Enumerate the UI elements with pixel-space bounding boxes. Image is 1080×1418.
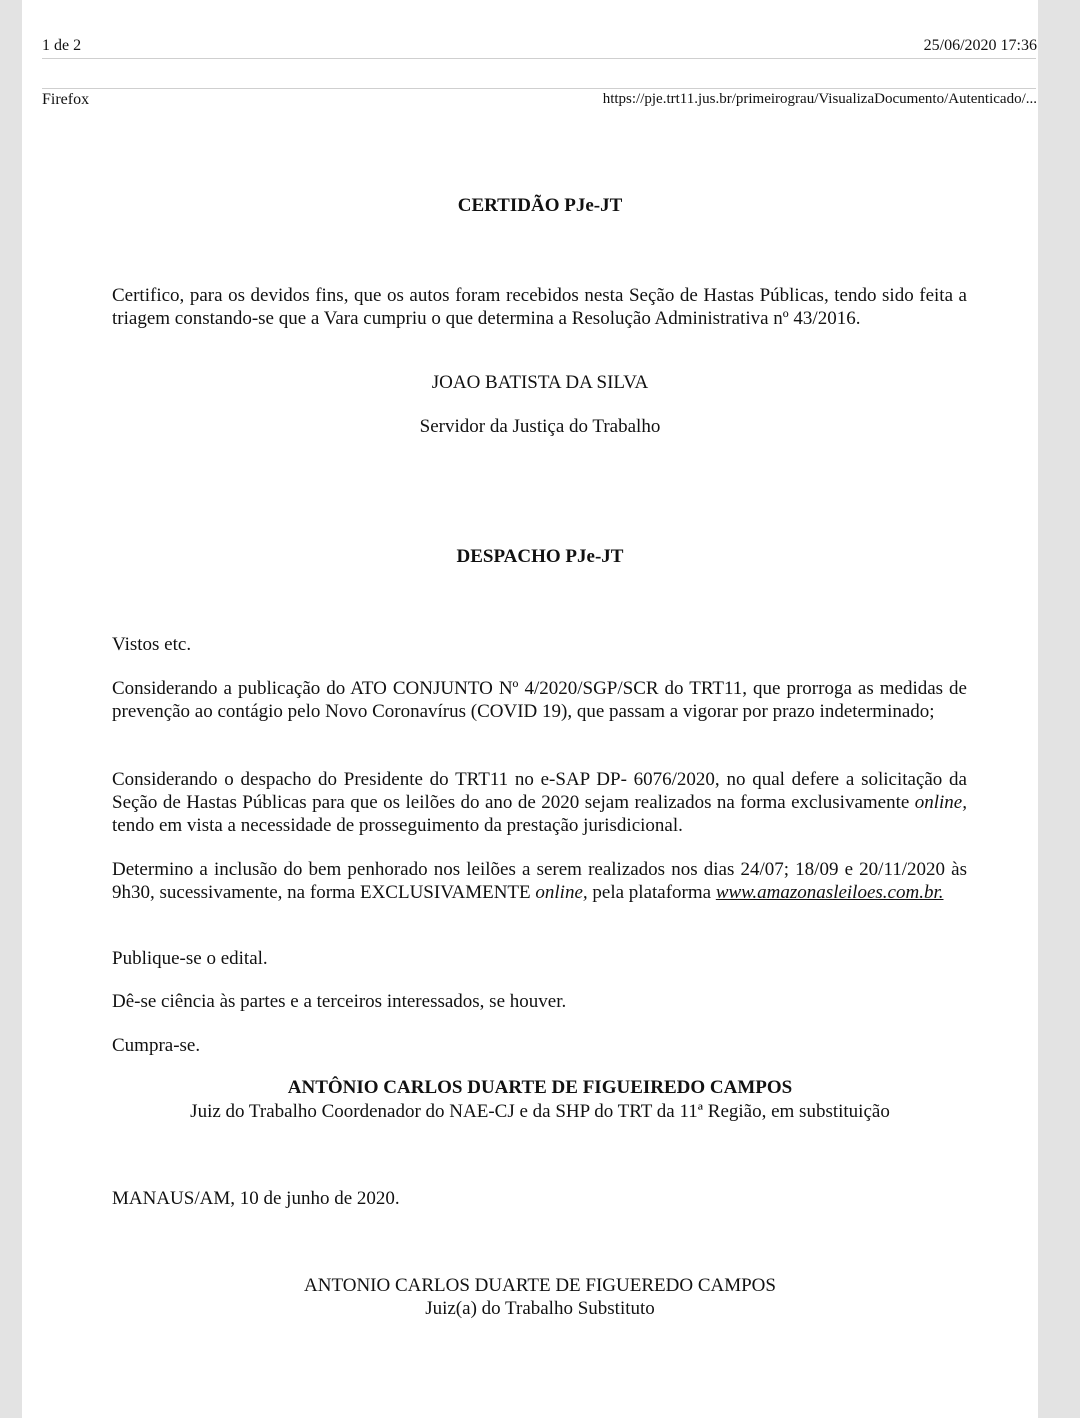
header-divider	[42, 58, 1036, 59]
signer-name: ANTONIO CARLOS DUARTE DE FIGUEREDO CAMPOS	[304, 1275, 776, 1296]
paragraph-ciencia: Dê-se ciência às partes e a terceiros interessados, se houver.	[112, 991, 567, 1012]
paragraph-text: pela plataforma	[587, 882, 716, 903]
paragraph-ato-conjunto: Considerando a publicação do ATO CONJUNTO Nº 4/2020/SGP/SCR do TRT11, que prorroga as medidas de prevenção ao contágio pelo Novo Coronavírus (COVID 19), que passam a vigorar por prazo indeterminado;	[112, 678, 967, 722]
paragraph-determino	[112, 858, 967, 904]
certidao-signer-role: Servidor da Justiça do Trabalho	[419, 416, 661, 437]
signer-role: Juiz(a) do Trabalho Substituto	[425, 1298, 655, 1319]
paragraph-vistos: Vistos etc.	[112, 634, 192, 655]
document-url: https://pje.trt11.jus.br/primeirograu/VisualizaDocumento/Autenticado/...	[602, 91, 1037, 107]
paragraph-publique: Publique-se o edital.	[112, 948, 268, 969]
paragraph-text: tendo em vista a necessidade de prosseguimento da prestação jurisdicional.	[112, 815, 683, 836]
paragraph-cumpra: Cumpra-se.	[112, 1035, 201, 1056]
paragraph-text: Considerando o despacho do Presidente do TRT11 no e-SAP DP- 6076/2020, no qual defere a solicitação da Seção de Hastas Públicas para que os leilões do ano de 2020 sejam realizados na forma exclusivamente	[112, 769, 967, 813]
header-divider	[42, 88, 1036, 89]
italic-online: online,	[535, 882, 588, 903]
certidao-text: Certifico, para os devidos fins, que os autos foram recebidos nesta Seção de Hastas Públicas, tendo sido feita a triagem constando-se que a Vara cumpriu o que determina a Resolução Administrativa nº 43/2016.	[112, 285, 967, 329]
certidao-title: CERTIDÃO PJe-JT	[457, 195, 623, 216]
paragraph-despacho-presidente	[112, 768, 967, 837]
despacho-title: DESPACHO PJe-JT	[456, 546, 624, 567]
italic-online: online,	[914, 792, 967, 813]
certidao-signer-name: JOAO BATISTA DA SILVA	[431, 372, 649, 393]
browser-name: Firefox	[42, 91, 90, 108]
paragraph-text: Determino a inclusão do bem penhorado nos leilões a serem realizados nos dias 24/07; 18/09 e 20/11/2020 às 9h30, sucessivamente, na forma EXCLUSIVAMENTE	[112, 859, 967, 903]
judge-name: ANTÔNIO CARLOS DUARTE DE FIGUEIREDO CAMPOS	[287, 1077, 793, 1098]
print-datetime: 25/06/2020 17:36	[923, 37, 1037, 54]
page-count: 1 de 2	[42, 37, 82, 54]
auction-site-link[interactable]: www.amazonasleiloes.com.br.	[715, 882, 944, 903]
place-date: MANAUS/AM, 10 de junho de 2020.	[112, 1188, 400, 1209]
judge-role: Juiz do Trabalho Coordenador do NAE-CJ e da SHP do TRT da 11ª Região, em substituição	[190, 1101, 890, 1122]
